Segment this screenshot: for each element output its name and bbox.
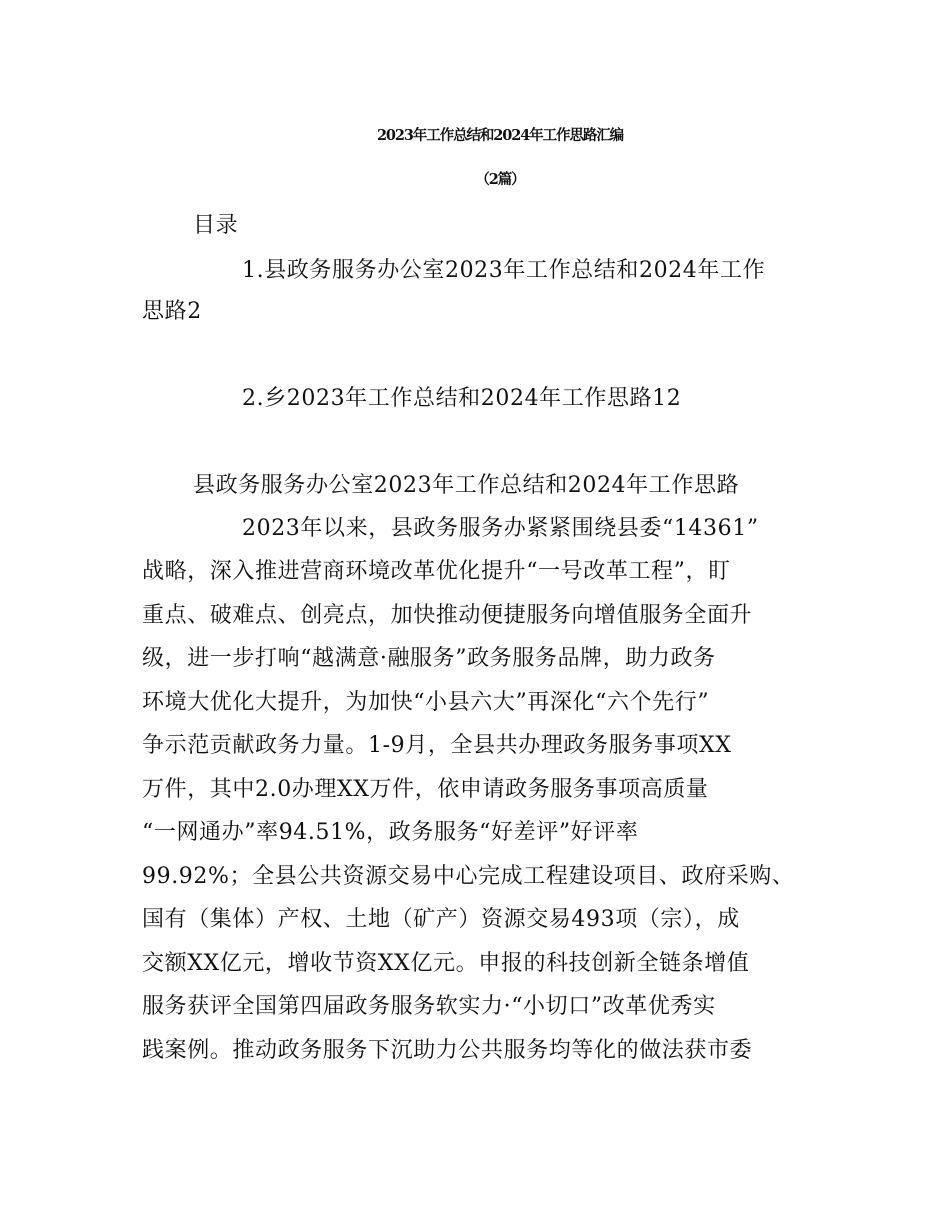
- document-title-line-1: 2023年工作总结和2024年工作思路汇编: [376, 127, 624, 144]
- body-line: 交额XX亿元，增收节资XX亿元。申报的科技创新全链条增值: [142, 951, 750, 976]
- body-line: 争示范贡献政务力量。1-9月，全县共办理政务服务事项XX: [142, 733, 732, 758]
- body-line: 践案例。推动政务服务下沉助力公共服务均等化的做法获市委: [142, 1038, 753, 1063]
- body-line: 级，进一步打响“越满意·融服务”政务服务品牌，助力政务: [142, 646, 716, 671]
- body-line: 服务获评全国第四届政务服务软实力·“小切口”改革优秀实: [142, 994, 716, 1019]
- body-line: 99.92%；全县公共资源交易中心完成工程建设项目、政府采购、: [142, 864, 795, 889]
- body-line: 重点、破难点、创亮点，加快推动便捷服务向增值服务全面升: [142, 603, 753, 628]
- body-line: 战略，深入推进营商环境改革优化提升“一号改革工程”，盯: [142, 559, 731, 584]
- body-line: 万件，其中2.0办理XX万件，依申请政务服务事项高质量: [142, 777, 709, 802]
- toc-item-1-continued: 思路2: [142, 299, 202, 324]
- body-line: 国有（集体）产权、土地（矿产）资源交易493项（宗），成: [142, 907, 740, 932]
- body-line: 环境大优化大提升，为加快“小县六大”再深化“六个先行”: [142, 690, 710, 715]
- body-line: 2023年以来，县政务服务办紧紧围绕县委“14361”: [242, 516, 759, 541]
- body-line: “一网通办”率94.51%，政务服务“好差评”好评率: [142, 820, 639, 845]
- toc-item-1: 1.县政务服务办公室2023年工作总结和2024年工作: [242, 258, 766, 283]
- toc-item-2: 2.乡2023年工作总结和2024年工作思路12: [242, 386, 682, 411]
- toc-heading: 目录: [193, 213, 239, 238]
- section-title: 县政务服务办公室2023年工作总结和2024年工作思路: [193, 473, 740, 498]
- document-title-line-2: （2篇）: [475, 171, 525, 188]
